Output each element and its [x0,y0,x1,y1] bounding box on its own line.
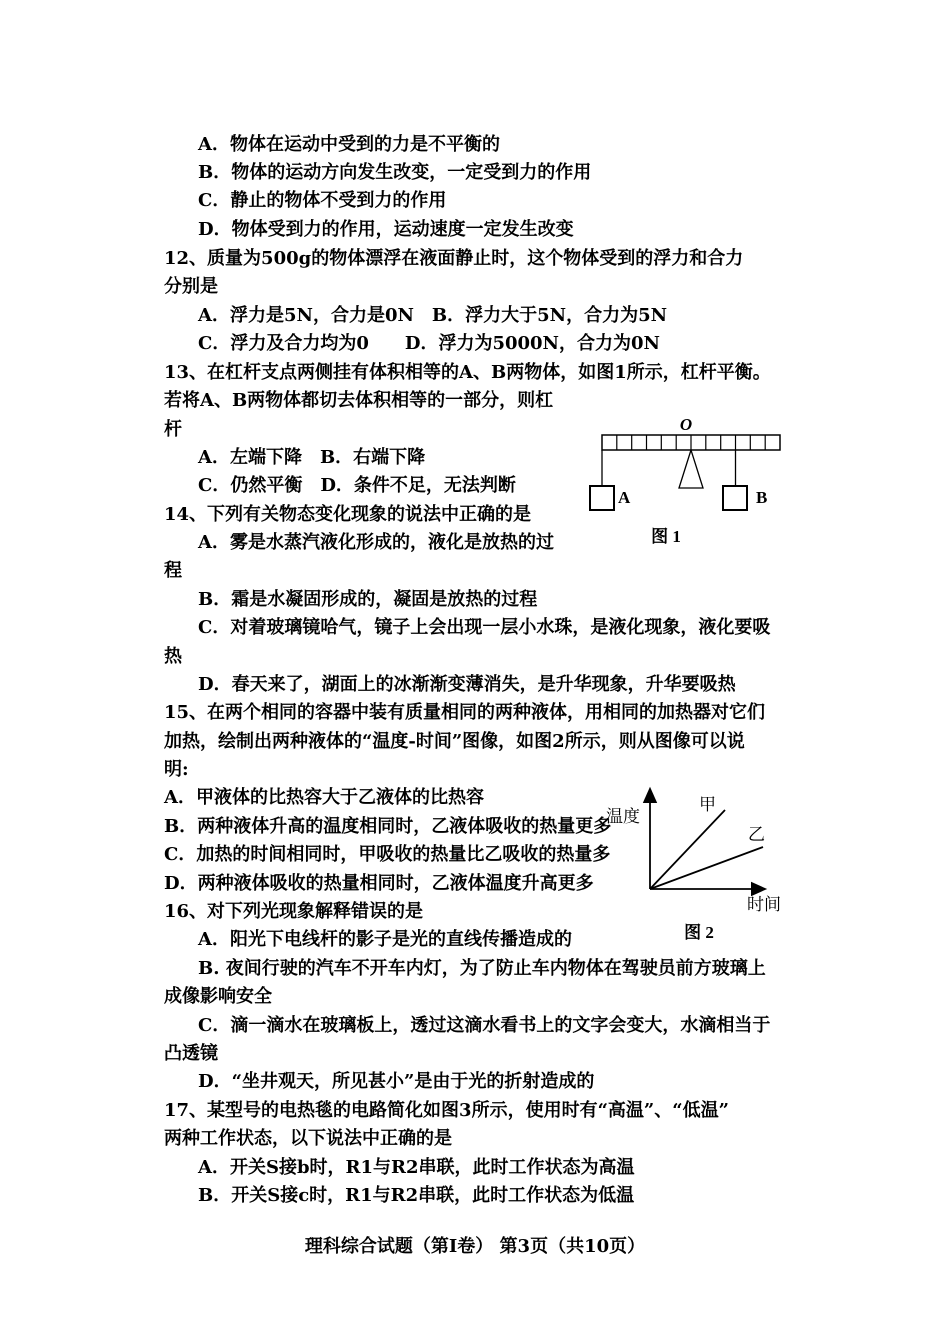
figure-2-caption: 图 2 [684,923,714,942]
q16-stem: 16、对下列光现象解释错误的是 [164,901,424,922]
q15-stem-line2: 加热，绘制出两种液体的“温度-时间”图像，如图2所示，则从图像可以说 [164,731,745,752]
q12-stem-line1: 12、质量为500g的物体漂浮在液面静止时，这个物体受到的浮力和合力 [164,248,744,269]
pivot-label: O [679,415,693,434]
q16-option-d: D．“坐井观天，所见甚小”是由于光的折射造成的 [198,1071,595,1092]
q17-stem-line2: 两种工作状态，以下说法中正确的是 [164,1128,452,1149]
page-footer: 理科综合试题（第Ⅰ卷） 第3页（共10页） [304,1236,646,1257]
q15-option-b: B．两种液体升高的温度相同时，乙液体吸收的热量更多 [164,816,612,837]
q15-option-a: A．甲液体的比热容大于乙液体的比热容 [164,787,484,808]
q16-option-b: B. 夜间行驶的汽车不开车内灯，为了防止车内物体在驾驶员前方玻璃上 [198,958,766,979]
q16-option-a: A．阳光下电线杆的影子是光的直线传播造成的 [198,929,572,950]
q14-option-d: D．春天来了，湖面上的冰渐渐变薄消失，是升华现象，升华要吸热 [198,674,736,695]
q14-option-c: C．对着玻璃镜哈气，镜子上会出现一层小水珠，是液化现象，液化要吸 [198,617,771,638]
q16-option-b-cont: 成像影响安全 [164,986,272,1007]
line-jia-label: 甲 [699,795,716,814]
q12-stem-line2: 分别是 [164,276,218,297]
q14-stem: 14、下列有关物态变化现象的说法中正确的是 [164,504,532,525]
y-axis-label: 温度 [606,807,640,826]
q14-option-a: A．雾是水蒸汽液化形成的，液化是放热的过 [198,532,554,553]
q17-stem-line1: 17、某型号的电热毯的电路简化如图3所示，使用时有“高温”、“低温” [164,1100,729,1121]
q14-option-c-cont: 热 [164,646,182,667]
figure-1-caption: 图 1 [651,527,681,546]
block-b [723,486,747,510]
lever-tick-marks [617,435,765,450]
line-yi [650,847,763,889]
q13-options-ab: A．左端下降 B．右端下降 [198,447,426,468]
q15-stem-line3: 明: [164,759,189,780]
x-axis-label: 时间 [747,895,781,914]
q11-option-a: A．物体在运动中受到的力是不平衡的 [198,134,500,155]
block-a-label: A [618,488,631,507]
q15-stem-line1: 15、在两个相同的容器中装有质量相同的两种液体，用相同的加热器对它们 [164,702,766,723]
q13-options-cd: C．仍然平衡 D．条件不足，无法判断 [198,475,516,496]
q17-option-b: B．开关S接c时，R1与R2串联，此时工作状态为低温 [198,1185,635,1206]
q12-options-ab: A．浮力是5N，合力是0N B．浮力大于5N，合力为5N [198,305,668,326]
q16-option-c-cont: 凸透镜 [164,1043,218,1064]
block-a [590,486,614,510]
q14-option-b: B．霜是水凝固形成的，凝固是放热的过程 [198,589,538,610]
q13-stem-line1: 13、在杠杆支点两侧挂有体积相等的A、B两物体，如图1所示，杠杆平衡。 [164,362,771,383]
block-b-label: B [756,488,768,507]
line-jia [650,810,725,889]
q11-option-c: C．静止的物体不受到力的作用 [198,190,447,211]
q11-option-b: B．物体的运动方向发生改变，一定受到力的作用 [198,162,592,183]
figure-2-temperature-time-graph [600,782,795,944]
q13-stem-line2: 若将A、B两物体都切去体积相等的一部分，则杠 [164,390,554,411]
q15-option-c: C．加热的时间相同时，甲吸收的热量比乙吸收的热量多 [164,844,611,865]
fulcrum-triangle [679,450,703,488]
line-yi-label: 乙 [748,825,765,844]
q12-options-cd: C．浮力及合力均为0 D．浮力为5000N，合力为0N [198,333,660,354]
q15-option-d: D．两种液体吸收的热量相同时，乙液体温度升高更多 [164,873,594,894]
q11-option-d: D．物体受到力的作用，运动速度一定发生改变 [198,219,574,240]
q14-option-a-cont: 程 [164,560,182,581]
q13-stem-line3: 杆 [164,419,182,440]
figure-1-lever-diagram [580,410,790,550]
q17-option-a: A．开关S接b时，R1与R2串联，此时工作状态为高温 [198,1157,635,1178]
q16-option-c: C．滴一滴水在玻璃板上，透过这滴水看书上的文字会变大，水滴相当于 [198,1015,771,1036]
